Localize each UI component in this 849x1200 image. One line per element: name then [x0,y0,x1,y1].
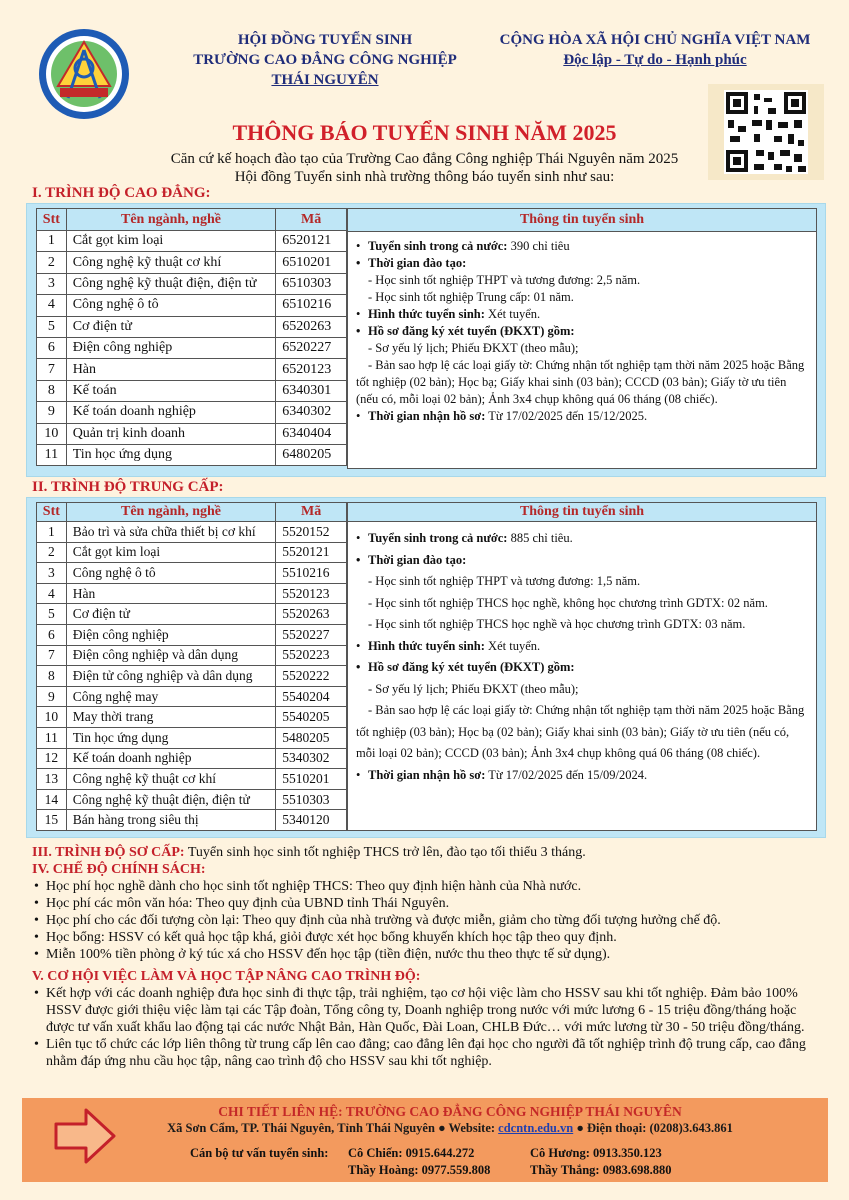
row-code: 6520123 [276,359,347,380]
row-name: Quản trị kinh doanh [66,423,276,444]
documents-1: - Sơ yếu lý lịch; Phiếu ĐKXT (theo mẫu); [368,681,579,696]
row-name: Công nghệ ô tô [66,563,276,584]
row-code: 5520152 [276,522,347,543]
row-stt: 5 [37,604,67,625]
row-code: 6520263 [276,316,347,337]
advisor-contact: Cô Chiến: 0915.644.272 [348,1146,475,1160]
row-name: Hàn [66,359,276,380]
row-stt: 11 [37,444,67,465]
deadline-value: Từ 17/02/2025 đến 15/12/2025. [485,409,648,423]
row-stt: 8 [37,666,67,687]
documents-1: - Sơ yếu lý lịch; Phiếu ĐKXT (theo mẫu); [368,341,579,355]
table-row [37,707,347,728]
section-2-heading: II. TRÌNH ĐỘ TRUNG CẤP: [32,479,224,495]
career-item: • Liên tục tổ chức các lớp liên thông từ trung cấp lên cao đẳng; cao đẳng lên đại học cho người đã tốt nghiệp trình độ trung cấp, cao đẳng nhằm đáp ứng nhu cầu học tập, nâng cao trình độ cho HSSV sau khi tốt nghiệp. [32,1036,822,1070]
advisor-contacts-1 [348,1145,490,1179]
table-row [37,583,347,604]
college-info-box [347,208,817,469]
row-code: 6510216 [276,295,347,316]
quota-label: Tuyển sinh trong cả nước: [368,239,508,253]
table-row [37,380,347,401]
national-name: CỘNG HÒA XÃ HỘI CHỦ NGHĨA VIỆT NAM [499,32,811,48]
table-row [37,423,347,444]
row-code: 5520227 [276,624,347,645]
row-name: Kế toán [66,380,276,401]
table-row [37,604,347,625]
section-5-heading: V. CƠ HỘI VIỆC LÀM VÀ HỌC TẬP NÂNG CAO TRÌNH ĐỘ: [32,969,421,984]
row-name: Tin học ứng dụng [66,727,276,748]
row-stt: 1 [37,522,67,543]
row-stt: 10 [37,423,67,444]
college-program-table [36,208,347,466]
row-code: 5520263 [276,604,347,625]
college-name-2: THÁI NGUYÊN [271,72,379,88]
school-logo [38,28,130,120]
row-stt: 5 [37,316,67,337]
table-row [37,231,347,252]
policy-item: • Học phí học nghề dành cho học sinh tốt nghiệp THCS: Theo quy định hiện hành của Nhà nước. [32,878,822,895]
section-1-heading: I. TRÌNH ĐỘ CAO ĐẲNG: [32,185,211,201]
table-row [37,748,347,769]
training-time-label: • Thời gian đào tạo: [356,255,808,272]
row-name: Cơ điện tử [66,604,276,625]
row-stt: 6 [37,337,67,358]
column-header-code: Mã [276,209,347,231]
advisor-contacts-2 [530,1145,671,1179]
row-name: Kế toán doanh nghiệp [66,402,276,423]
advisor-contact: Cô Hương: 0913.350.123 [530,1146,662,1160]
row-stt: 12 [37,748,67,769]
row-name: Hàn [66,583,276,604]
arrow-right-icon [54,1108,116,1164]
row-stt: 2 [37,542,67,563]
row-name: Điện tử công nghiệp và dân dụng [66,666,276,687]
council-header [150,30,500,90]
row-code: 5510201 [276,769,347,790]
table-row [37,686,347,707]
row-name: Bảo trì và sửa chữa thiết bị cơ khí [66,522,276,543]
row-stt: 8 [37,380,67,401]
policy-item: • Miễn 100% tiền phòng ở ký túc xá cho HSSV đến học tập (tiền điện, nước thu theo thực tế sử dụng). [32,946,822,963]
column-header-info: Thông tin tuyển sinh [348,503,816,522]
row-name: Tin học ứng dụng [66,444,276,465]
row-stt: 2 [37,252,67,273]
row-code: 6510303 [276,273,347,294]
row-stt: 4 [37,583,67,604]
column-header-info: Thông tin tuyển sinh [348,209,816,232]
row-code: 6510201 [276,252,347,273]
row-name: Điện công nghiệp [66,624,276,645]
row-stt: 7 [37,359,67,380]
contact-address: Xã Sơn Cẩm, TP. Thái Nguyên, Tỉnh Thái Nguyên [167,1121,435,1135]
row-stt: 9 [37,402,67,423]
row-name: Điện công nghiệp và dân dụng [66,645,276,666]
row-stt: 15 [37,810,67,831]
row-code: 5340302 [276,748,347,769]
quota-label: Tuyển sinh trong cả nước: [368,531,508,545]
admission-form-label: Hình thức tuyển sinh: [368,307,485,321]
section-3-text: Tuyển sinh học sinh tốt nghiệp THCS trở lên, đào tạo tối thiểu 3 tháng. [184,845,586,860]
table-row [37,789,347,810]
row-code: 6520121 [276,231,347,252]
row-stt: 4 [37,295,67,316]
college-name-1: TRƯỜNG CAO ĐẲNG CÔNG NGHIỆP [193,52,457,68]
row-code: 5340120 [276,810,347,831]
intermediate-info-box [347,502,817,831]
row-name: Công nghệ kỹ thuật cơ khí [66,252,276,273]
section-4-heading: IV. CHẾ ĐỘ CHÍNH SÁCH: [32,862,206,877]
council-name: HỘI ĐỒNG TUYỂN SINH [237,32,413,48]
contact-title: CHI TIẾT LIÊN HỆ: TRƯỜNG CAO ĐẲNG CÔNG NGHIỆP THÁI NGUYÊN [218,1104,682,1119]
advisor-contact: Thầy Hoàng: 0977.559.808 [348,1163,491,1177]
training-time-1: - Học sinh tốt nghiệp THPT và tương đương: 2,5 năm. [368,273,641,287]
row-name: Công nghệ may [66,686,276,707]
contact-phone: Điện thoại: (0208)3.643.861 [587,1121,733,1135]
row-stt: 3 [37,563,67,584]
national-header [470,30,840,70]
website-link[interactable]: cdcntn.edu.vn [498,1121,574,1135]
row-name: Cắt gọt kim loại [66,231,276,252]
row-name: Điện công nghiệp [66,337,276,358]
intermediate-program-table [36,502,347,831]
row-name: Công nghệ ô tô [66,295,276,316]
table-row [37,624,347,645]
admission-form-label: Hình thức tuyển sinh: [368,638,485,653]
website-label: Website: [448,1121,496,1135]
table-row [37,542,347,563]
table-row [37,727,347,748]
row-code: 5520123 [276,583,347,604]
row-name: Kế toán doanh nghiệp [66,748,276,769]
table-row [37,645,347,666]
row-stt: 10 [37,707,67,728]
table-row [37,295,347,316]
row-code: 6340301 [276,380,347,401]
training-time-2: - Học sinh tốt nghiệp Trung cấp: 01 năm. [368,290,574,304]
row-code: 5480205 [276,727,347,748]
row-name: Công nghệ kỹ thuật điện, điện tử [66,789,276,810]
table-row [37,273,347,294]
table-row [37,563,347,584]
policy-item: • Học phí cho các đối tượng còn lại: Theo quy định của nhà trường và được miễn, giảm cho từng đối tượng hưởng chế độ. [32,912,822,929]
column-header-name: Tên ngành, nghề [66,503,276,522]
row-name: Cắt gọt kim loại [66,542,276,563]
admission-form-value: Xét tuyển. [484,638,541,653]
row-code: 6340302 [276,402,347,423]
row-code: 5540205 [276,707,347,728]
contact-details [120,1121,780,1136]
policy-item: • Học phí các môn văn hóa: Theo quy định của UBND tỉnh Thái Nguyên. [32,895,822,912]
row-code: 5520223 [276,645,347,666]
intro-line-1: Căn cứ kế hoạch đào tạo của Trường Cao đẳng Công nghiệp Thái Nguyên năm 2025 [170,151,679,167]
row-code: 5510216 [276,563,347,584]
deadline-value: Từ 17/02/2025 đến 15/09/2024. [485,767,648,782]
row-code: 5520121 [276,542,347,563]
table-row [37,444,347,465]
training-time-1: - Học sinh tốt nghiệp THPT và tương đương: 1,5 năm. [368,574,641,588]
deadline-label: Thời gian nhận hồ sơ: [368,767,486,782]
table-row [37,810,347,831]
row-name: Công nghệ kỹ thuật điện, điện tử [66,273,276,294]
section-4 [32,861,822,963]
row-name: Công nghệ kỹ thuật cơ khí [66,769,276,790]
row-stt: 13 [37,769,67,790]
section-3-heading: III. TRÌNH ĐỘ SƠ CẤP: [32,845,185,860]
documents-2: - Bản sao hợp lệ các loại giấy tờ: Chứng nhận tốt nghiệp tạm thời năm 2025 hoặc Bằng tốt nghiệp (03 bản); Học bạ (02 bản); Giấy khai sinh (03 bản); Giấy tờ ưu tiên (nếu có, mỗi loại 02 bản); CCCD (03 bản); Ảnh 3x4 chụp không quá 06 tháng (08 chiếc). [356,703,805,760]
national-motto: Độc lập - Tự do - Hạnh phúc [563,52,747,68]
column-header-name: Tên ngành, nghề [66,209,276,231]
column-header-stt: Stt [37,209,67,231]
row-code: 5540204 [276,686,347,707]
deadline-label: Thời gian nhận hồ sơ: [368,409,486,423]
quota-value: 390 chỉ tiêu [507,239,570,253]
admission-form-value: Xét tuyển. [484,307,541,321]
advisor-contact: Thầy Thắng: 0983.698.880 [530,1163,672,1177]
row-stt: 14 [37,789,67,810]
table-row [37,402,347,423]
table-row [37,316,347,337]
row-name: May thời trang [66,707,276,728]
row-stt: 7 [37,645,67,666]
table-row [37,666,347,687]
row-stt: 9 [37,686,67,707]
section-3 [32,844,822,861]
table-row [37,522,347,543]
row-code: 6340404 [276,423,347,444]
intro-line-2: Hội đồng Tuyển sinh nhà trường thông báo tuyển sinh như sau: [234,169,615,185]
quota-value: 885 chỉ tiêu. [507,531,573,545]
row-code: 5510303 [276,789,347,810]
documents-2: - Bản sao hợp lệ các loại giấy tờ: Chứng nhận tốt nghiệp tạm thời năm 2025 hoặc Bằng tốt nghiệp (02 bản); Học bạ; Giấy khai sinh (03 bản); CCCD (03 bản); Giấy tờ ưu tiên (nếu có, mỗi loại 02 bản); Ảnh 3x4 chụp không quá 06 tháng (08 chiếc). [356,358,805,406]
row-name: Cơ điện tử [66,316,276,337]
policy-item: • Học bổng: HSSV có kết quả học tập khá, giỏi được xét học bổng khuyến khích học tập theo quy định. [32,929,822,946]
training-time-2: - Học sinh tốt nghiệp THCS học nghề, không học chương trình GDTX: 02 năm. [368,595,768,610]
advisor-label: Cán bộ tư vấn tuyển sinh: [190,1146,329,1160]
row-code: 6480205 [276,444,347,465]
row-code: 6520227 [276,337,347,358]
column-header-code: Mã [276,503,347,522]
section-5 [32,968,822,1070]
row-name: Bán hàng trong siêu thị [66,810,276,831]
row-stt: 6 [37,624,67,645]
page-title: THÔNG BÁO TUYỂN SINH NĂM 2025 [232,120,617,145]
training-time-label: • Thời gian đào tạo: [356,550,808,572]
bullet-icon: ● [576,1121,588,1135]
training-time-3: - Học sinh tốt nghiệp THCS học nghề và học chương trình GDTX: 03 năm. [368,617,746,631]
row-stt: 11 [37,727,67,748]
table-row [37,769,347,790]
table-row [37,337,347,358]
row-code: 5520222 [276,666,347,687]
table-row [37,252,347,273]
table-row [37,359,347,380]
documents-label: • Hồ sơ đăng ký xét tuyển (ĐKXT) gồm: [356,657,808,679]
row-stt: 3 [37,273,67,294]
bullet-icon: ● [438,1121,449,1135]
documents-label: • Hồ sơ đăng ký xét tuyển (ĐKXT) gồm: [356,323,808,340]
career-item: • Kết hợp với các doanh nghiệp đưa học sinh đi thực tập, trải nghiệm, tạo cơ hội việc làm cho HSSV sau khi tốt nghiệp. Đảm bảo 100% HSSV được giới thiệu việc làm tại các Tập đoàn, Tổng công ty, Doanh nghiệp trong nước với mức lương 6 - 15 triệu đồng/tháng hoặc được tư vấn xuất khẩu lao động tại các nước Nhật Bản, Hàn Quốc, Đài Loan, CHLB Đức… với mức lương từ 30 - 50 triệu đồng/tháng. [32,985,822,1036]
column-header-stt: Stt [37,503,67,522]
row-stt: 1 [37,231,67,252]
